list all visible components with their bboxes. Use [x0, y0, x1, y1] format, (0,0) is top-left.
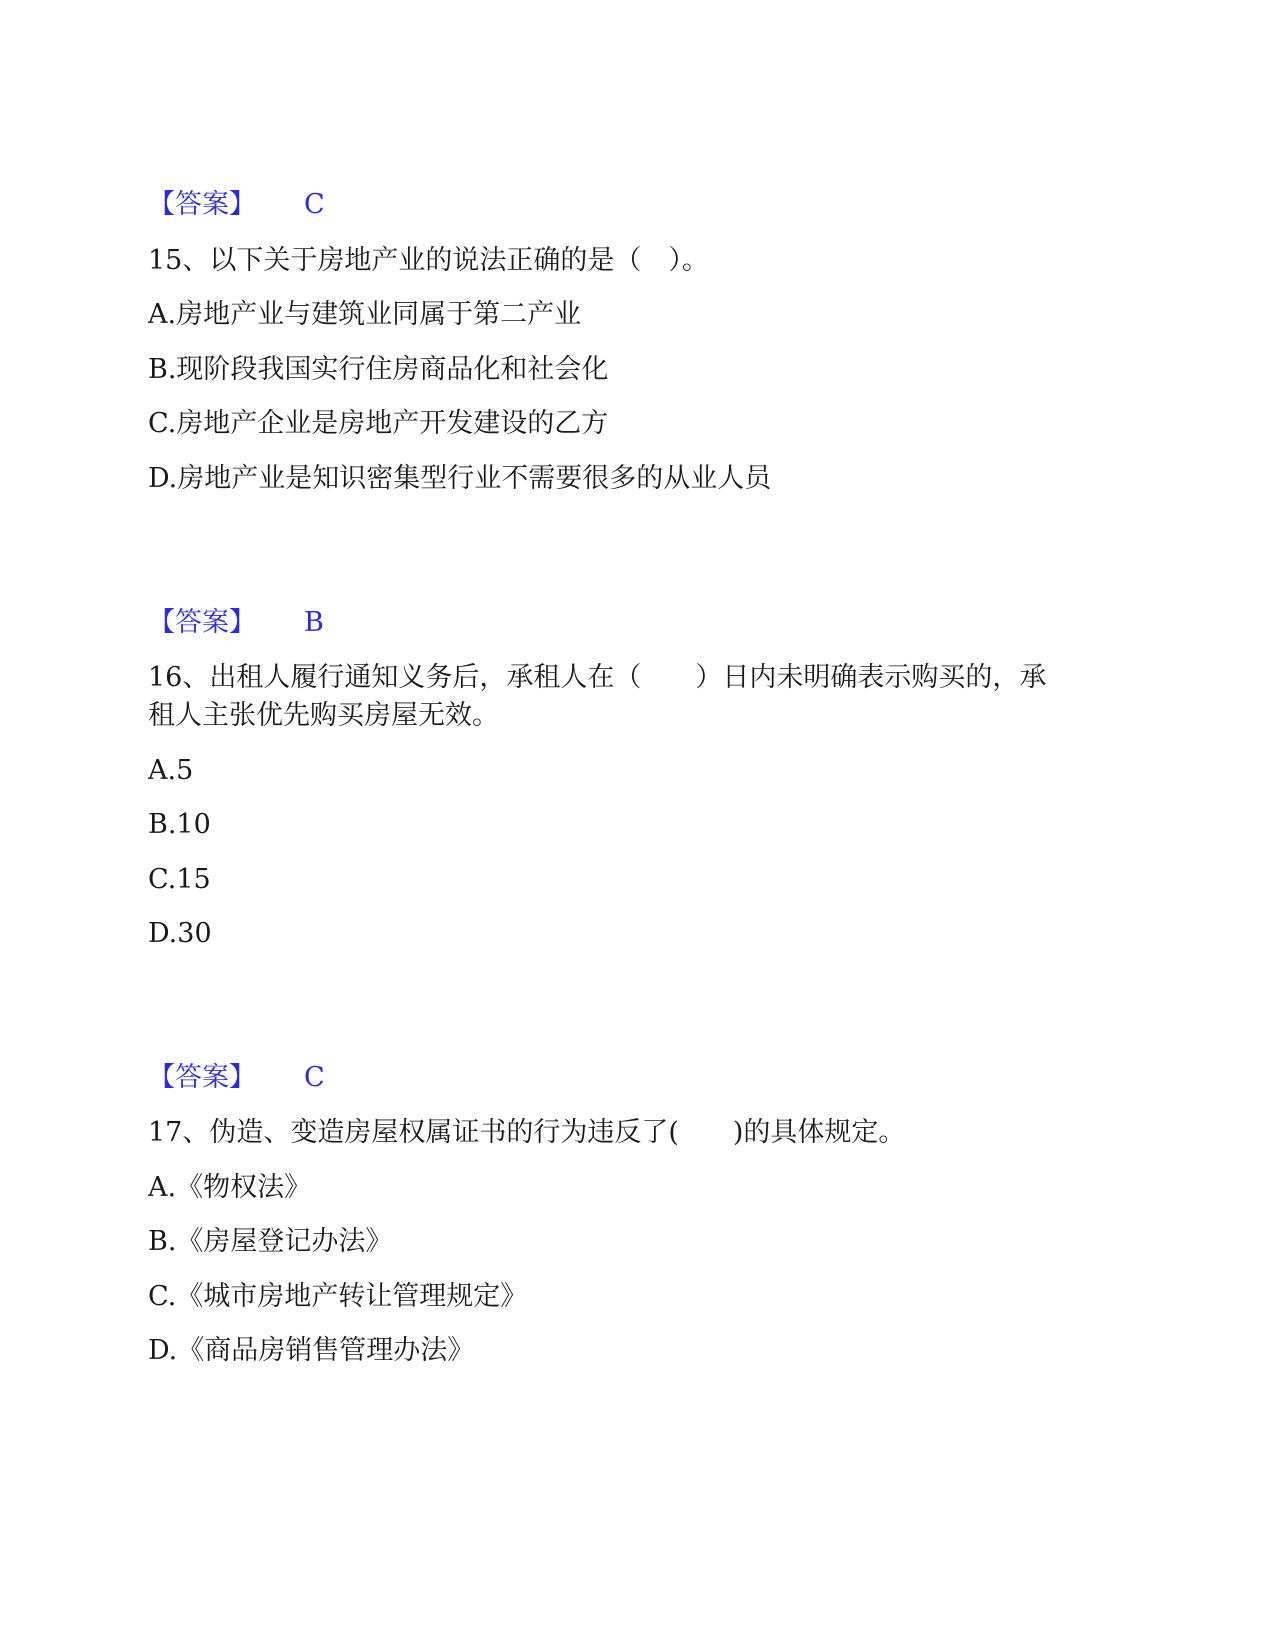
q16-option-d: D.30: [148, 918, 212, 949]
answer-row-14: [148, 186, 325, 224]
answer-label: 【答案】: [148, 607, 256, 638]
question-16-text-line1: 16、出租人履行通知义务后，承租人在（ ）日内未明确表示购买的，承: [148, 662, 1047, 693]
answer-value: C: [304, 189, 325, 220]
q16-option-c: C.15: [148, 864, 211, 895]
q15-option-c: C.房地产企业是房地产开发建设的乙方: [148, 408, 609, 439]
answer-row-15: [148, 604, 324, 642]
question-16-text-line2: 租人主张优先购买房屋无效。: [148, 700, 499, 731]
q16-option-a: A.5: [148, 755, 194, 786]
q17-option-b: B.《房屋登记办法》: [148, 1226, 393, 1257]
question-17-text: 17、伪造、变造房屋权属证书的行为违反了( )的具体规定。: [148, 1117, 906, 1148]
q16-option-b: B.10: [148, 809, 211, 840]
question-15-text: 15、以下关于房地产业的说法正确的是（ ）。: [148, 245, 709, 276]
answer-value: B: [304, 607, 324, 638]
q15-option-b: B.现阶段我国实行住房商品化和社会化: [148, 354, 609, 385]
answer-label: 【答案】: [148, 189, 256, 220]
q15-option-d: D.房地产业是知识密集型行业不需要很多的从业人员: [148, 463, 772, 494]
answer-value: C: [304, 1062, 325, 1093]
q17-option-c: C.《城市房地产转让管理规定》: [148, 1281, 528, 1312]
q17-option-d: D.《商品房销售管理办法》: [148, 1335, 475, 1366]
q17-option-a: A.《物权法》: [148, 1172, 312, 1203]
answer-row-16: [148, 1059, 325, 1097]
q15-option-a: A.房地产业与建筑业同属于第二产业: [148, 299, 582, 330]
answer-label: 【答案】: [148, 1062, 256, 1093]
